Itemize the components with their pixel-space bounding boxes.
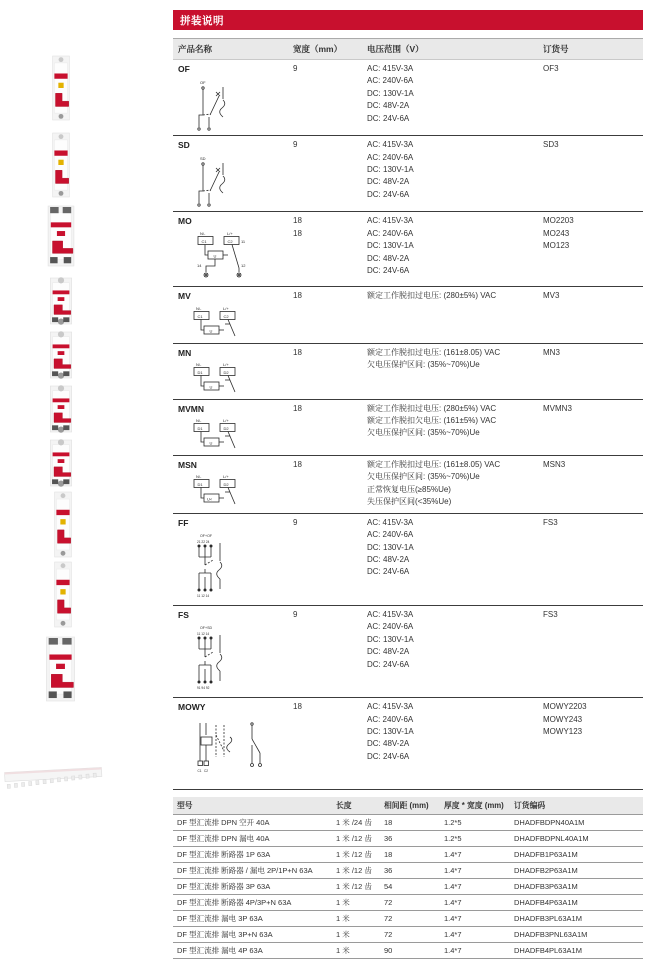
voltage-range-cell-line: 欠电压保护区间: (35%~70%)Ue: [367, 428, 480, 438]
order-number-cell-line: MOWY2203: [543, 702, 587, 712]
voltage-range-cell-line: DC: 130V-1A: [367, 164, 414, 174]
table-row: [173, 895, 643, 911]
width-cell: [288, 698, 362, 790]
svg-text:D2: D2: [223, 482, 229, 488]
product-photo-mvmn: [47, 385, 75, 433]
svg-text:OF+OF: OF+OF: [200, 534, 213, 539]
table-row: [173, 831, 643, 847]
product-photo-sd: [50, 132, 72, 198]
svg-text:OF+SD: OF+SD: [200, 626, 213, 631]
table-row: [173, 212, 643, 287]
order-number-cell-line: MV3: [543, 291, 560, 301]
svg-text:L/+: L/+: [223, 474, 229, 480]
voltage-range-cell-line: 欠电压保护区间: (35%~70%)Ue: [367, 472, 480, 482]
order-number-cell-line: MOWY123: [543, 726, 583, 736]
voltage-range-cell-line: DC: 48V-2A: [367, 177, 410, 187]
width-cell-line: 18: [293, 459, 302, 469]
width-cell: [288, 513, 362, 605]
product-photo-mo: [44, 205, 78, 267]
model-cell: DF 型汇流排 断路器 4P/3P+N 63A: [173, 895, 332, 911]
product-name: MN: [178, 347, 192, 358]
voltage-range-cell-line: 失压保护区间(<35%Ue): [367, 497, 452, 507]
product-name-cell: [173, 399, 288, 455]
table-row: [173, 513, 643, 605]
voltage-range-cell-line: AC: 415V-3A: [367, 517, 414, 527]
svg-text:L/+: L/+: [223, 305, 229, 311]
voltage-range-cell-line: DC: 130V-1A: [367, 726, 414, 736]
width-cell: [288, 136, 362, 212]
table-row: [173, 455, 643, 513]
width-cell: [288, 60, 362, 136]
svg-text:C2: C2: [204, 769, 209, 774]
svg-text:C1: C1: [197, 313, 203, 319]
order-number-cell: [538, 60, 643, 136]
width-cell-line: 18: [293, 403, 302, 413]
model-cell: DF 型汇流排 漏电 3P+N 63A: [173, 927, 332, 943]
product-photo-ff: [52, 491, 74, 558]
product-name: SD: [178, 140, 190, 151]
model-cell: DF 型汇流排 漏电 3P 63A: [173, 911, 332, 927]
order-code-cell: DHADFB4PL63A1M: [510, 943, 643, 959]
product-name: MVMN: [178, 403, 204, 414]
thickness-width-cell: 1.4*7: [440, 927, 510, 943]
svg-text:L/+: L/+: [223, 417, 229, 423]
thickness-width-cell: 1.2*5: [440, 815, 510, 831]
busbar-table-header-row: [173, 797, 643, 815]
voltage-range-cell-line: DC: 130V-1A: [367, 241, 414, 251]
svg-text:D2: D2: [223, 425, 229, 431]
length-cell: 1 米 /12 齿: [332, 863, 380, 879]
svg-text:C1: C1: [201, 238, 207, 244]
product-name: MOWY: [178, 702, 206, 713]
pitch-cell: 18: [380, 847, 440, 863]
voltage-range-cell-line: AC: 240V-6A: [367, 714, 414, 724]
voltage-range-cell-line: AC: 240V-6A: [367, 76, 414, 86]
order-number-cell-line: MO123: [543, 241, 570, 251]
voltage-range-cell-line: DC: 48V-2A: [367, 739, 410, 749]
pitch-cell: 90: [380, 943, 440, 959]
circuit-diagram-coil: [190, 305, 288, 341]
product-name: MV: [178, 291, 191, 302]
voltage-range-cell-line: AC: 415V-3A: [367, 702, 414, 712]
length-cell: 1 米: [332, 895, 380, 911]
order-code-cell: DHADFB2P63A1M: [510, 863, 643, 879]
voltage-range-cell-line: 额定工作脱扣欠电压: (161±5%) VAC: [367, 416, 497, 426]
length-cell: 1 米 /12 齿: [332, 831, 380, 847]
table-row: [173, 815, 643, 831]
order-number-cell: [538, 136, 643, 212]
circuit-diagram-mowy: [190, 715, 288, 777]
voltage-range-cell: [362, 343, 538, 399]
order-number-cell: [538, 212, 643, 287]
column-header: 电压范围（V）: [362, 39, 538, 60]
voltage-range-cell-line: DC: 130V-1A: [367, 542, 414, 552]
section-title-bar: [173, 10, 643, 30]
width-cell: [288, 343, 362, 399]
voltage-range-cell-line: 正常恢复电压(≥85%Ue): [367, 484, 451, 494]
model-cell: DF 型汇流排 漏电 4P 63A: [173, 943, 332, 959]
voltage-range-cell: [362, 212, 538, 287]
product-name-cell: [173, 513, 288, 605]
order-number-cell-line: MN3: [543, 347, 560, 357]
voltage-range-cell: [362, 399, 538, 455]
order-code-cell: DHADFBDPNL40A1M: [510, 831, 643, 847]
order-number-cell-line: MOWY243: [543, 714, 583, 724]
product-photo-busbar: [3, 760, 106, 798]
model-cell: DF 型汇流排 断路器 1P 63A: [173, 847, 332, 863]
product-name-cell: [173, 343, 288, 399]
column-header: 宽度（mm）: [288, 39, 362, 60]
svg-text:11 12 14: 11 12 14: [197, 632, 210, 637]
column-header: 相间距 (mm): [380, 797, 440, 815]
table-row: [173, 698, 643, 790]
column-header: 订货号: [538, 39, 643, 60]
svg-text:L/+: L/+: [223, 361, 229, 367]
voltage-range-cell: [362, 513, 538, 605]
svg-text:D1: D1: [197, 425, 203, 431]
model-cell: DF 型汇流排 断路器 3P 63A: [173, 879, 332, 895]
length-cell: 1 米 /24 齿: [332, 815, 380, 831]
product-name-cell: [173, 212, 288, 287]
thickness-width-cell: 1.2*5: [440, 831, 510, 847]
voltage-range-cell-line: AC: 415V-3A: [367, 64, 414, 73]
product-name-cell: [173, 698, 288, 790]
svg-text:U<: U<: [207, 496, 213, 502]
voltage-range-cell-line: DC: 24V-6A: [367, 751, 410, 761]
order-number-cell-line: FS3: [543, 517, 558, 527]
voltage-range-cell-line: AC: 240V-6A: [367, 530, 414, 540]
assembly-spec-table: [173, 38, 643, 790]
table-row: [173, 343, 643, 399]
svg-text:N/-: N/-: [196, 474, 202, 480]
column-header: 长度: [332, 797, 380, 815]
product-name: FF: [178, 517, 189, 528]
order-number-cell-line: OF3: [543, 64, 559, 73]
width-cell-line: 18: [293, 347, 302, 357]
width-cell-line: 18: [293, 228, 302, 238]
length-cell: 1 米 /12 齿: [332, 847, 380, 863]
svg-text:L/+: L/+: [227, 230, 233, 236]
product-name: FS: [178, 610, 189, 621]
svg-text:C2: C2: [227, 238, 233, 244]
svg-text:D2: D2: [223, 369, 229, 375]
svg-text:N/-: N/-: [200, 230, 206, 236]
svg-text:21 22 24: 21 22 24: [197, 540, 210, 545]
pitch-cell: 72: [380, 927, 440, 943]
svg-text:C1: C1: [197, 769, 202, 774]
order-number-cell-line: MSN3: [543, 459, 566, 469]
product-name-cell: [173, 136, 288, 212]
table-row: [173, 943, 643, 959]
voltage-range-cell-line: 额定工作脱扣过电压: (280±5%) VAC: [367, 403, 497, 413]
svg-text:14: 14: [197, 262, 202, 268]
voltage-range-cell-line: AC: 240V-6A: [367, 152, 414, 162]
width-cell-line: 9: [293, 517, 298, 527]
product-photo-mv: [47, 277, 75, 325]
order-code-cell: DHADFB3PL63A1M: [510, 911, 643, 927]
circuit-diagram-coil: [190, 473, 288, 509]
length-cell: 1 米: [332, 911, 380, 927]
svg-text:U: U: [209, 328, 213, 334]
width-cell-line: 18: [293, 702, 302, 712]
voltage-range-cell: [362, 698, 538, 790]
svg-text:N/-: N/-: [196, 417, 202, 423]
width-cell: [288, 455, 362, 513]
order-code-cell: DHADFB1P63A1M: [510, 847, 643, 863]
order-number-cell-line: SD3: [543, 140, 559, 150]
voltage-range-cell-line: DC: 48V-2A: [367, 555, 410, 565]
voltage-range-cell: [362, 287, 538, 343]
width-cell-line: 18: [293, 216, 302, 226]
product-photo-of: [50, 55, 72, 121]
thickness-width-cell: 1.4*7: [440, 879, 510, 895]
voltage-range-cell-line: DC: 24V-6A: [367, 567, 410, 577]
product-name-cell: [173, 606, 288, 698]
length-cell: 1 米: [332, 927, 380, 943]
svg-text:U: U: [213, 253, 217, 259]
voltage-range-cell: [362, 136, 538, 212]
svg-text:SD: SD: [200, 156, 206, 162]
column-header: 订货编码: [510, 797, 643, 815]
width-cell: [288, 212, 362, 287]
voltage-range-cell: [362, 606, 538, 698]
voltage-range-cell-line: DC: 24V-6A: [367, 265, 410, 275]
thickness-width-cell: 1.4*7: [440, 863, 510, 879]
voltage-range-cell-line: AC: 415V-3A: [367, 216, 414, 226]
voltage-range-cell-line: 额定工作脱扣过电压: (280±5%) VAC: [367, 291, 497, 301]
pitch-cell: 72: [380, 911, 440, 927]
product-name: MSN: [178, 459, 197, 470]
circuit-diagram-contact3: [190, 623, 288, 695]
circuit-diagram-contact1: [190, 153, 288, 209]
width-cell-line: 9: [293, 610, 298, 620]
voltage-range-cell-line: DC: 24V-6A: [367, 659, 410, 669]
svg-text:91 94 92: 91 94 92: [197, 686, 210, 691]
width-cell-line: 9: [293, 140, 298, 150]
pitch-cell: 72: [380, 895, 440, 911]
svg-text:D1: D1: [197, 369, 203, 375]
voltage-range-cell: [362, 455, 538, 513]
product-photo-fs: [52, 561, 74, 628]
order-number-cell: [538, 343, 643, 399]
product-photo-mn: [47, 331, 75, 379]
voltage-range-cell-line: AC: 415V-3A: [367, 140, 414, 150]
table-row: [173, 606, 643, 698]
table-row: [173, 399, 643, 455]
product-name: OF: [178, 64, 190, 74]
circuit-diagram-contact1: [190, 77, 288, 133]
width-cell: [288, 606, 362, 698]
order-number-cell: [538, 698, 643, 790]
order-number-cell-line: MVMN3: [543, 403, 572, 413]
voltage-range-cell-line: DC: 130V-1A: [367, 88, 414, 98]
svg-text:OF: OF: [200, 80, 206, 86]
thickness-width-cell: 1.4*7: [440, 895, 510, 911]
spec-table-header-row: [173, 39, 643, 60]
voltage-range-cell-line: DC: 48V-2A: [367, 253, 410, 263]
section-title: 拼装说明: [180, 14, 224, 27]
voltage-range-cell-line: AC: 415V-3A: [367, 610, 414, 620]
product-name-cell: [173, 287, 288, 343]
table-row: [173, 60, 643, 136]
table-row: [173, 847, 643, 863]
voltage-range-cell-line: AC: 240V-6A: [367, 622, 414, 632]
order-number-cell-line: MO243: [543, 228, 570, 238]
length-cell: 1 米: [332, 943, 380, 959]
width-cell-line: 18: [293, 291, 302, 301]
svg-text:12: 12: [241, 262, 246, 268]
width-cell: [288, 399, 362, 455]
thickness-width-cell: 1.4*7: [440, 943, 510, 959]
table-row: [173, 879, 643, 895]
width-cell: [288, 287, 362, 343]
table-row: [173, 863, 643, 879]
length-cell: 1 米 /12 齿: [332, 879, 380, 895]
voltage-range-cell-line: 额定工作脱扣过电压: (161±8.05) VAC: [367, 459, 501, 469]
busbar-order-table: [173, 797, 643, 959]
column-header: 厚度 * 宽度 (mm): [440, 797, 510, 815]
circuit-diagram-coil: [190, 417, 288, 453]
pitch-cell: 36: [380, 831, 440, 847]
circuit-diagram-mo: [190, 230, 288, 282]
order-number-cell: [538, 455, 643, 513]
order-number-cell: [538, 513, 643, 605]
order-number-cell: [538, 606, 643, 698]
order-code-cell: DHADFB3PNL63A1M: [510, 927, 643, 943]
product-name-cell: [173, 60, 288, 136]
order-number-cell-line: FS3: [543, 610, 558, 620]
product-photo-mowy: [42, 636, 79, 702]
voltage-range-cell: [362, 60, 538, 136]
order-number-cell: [538, 287, 643, 343]
svg-text:D1: D1: [197, 482, 203, 488]
column-header: 产品名称: [173, 39, 288, 60]
circuit-diagram-coil: [190, 361, 288, 397]
voltage-range-cell-line: DC: 24V-6A: [367, 113, 410, 123]
order-code-cell: DHADFBDPN40A1M: [510, 815, 643, 831]
order-code-cell: DHADFB4P63A1M: [510, 895, 643, 911]
order-code-cell: DHADFB3P63A1M: [510, 879, 643, 895]
voltage-range-cell-line: 额定工作脱扣过电压: (161±8.05) VAC: [367, 347, 501, 357]
order-number-cell: [538, 399, 643, 455]
order-number-cell-line: MO2203: [543, 216, 574, 226]
svg-text:11 12 14: 11 12 14: [197, 594, 210, 599]
product-photo-msn: [47, 439, 75, 487]
main-content: [173, 10, 643, 959]
product-name-cell: [173, 455, 288, 513]
width-cell-line: 9: [293, 64, 298, 73]
voltage-range-cell-line: DC: 130V-1A: [367, 634, 414, 644]
pitch-cell: 36: [380, 863, 440, 879]
column-header: 型号: [173, 797, 332, 815]
product-name: MO: [178, 216, 192, 227]
voltage-range-cell-line: DC: 24V-6A: [367, 189, 410, 199]
circuit-diagram-contact3: [190, 531, 288, 603]
voltage-range-cell-line: DC: 48V-2A: [367, 647, 410, 657]
voltage-range-cell-line: 欠电压保护区间: (35%~70%)Ue: [367, 359, 480, 369]
table-row: [173, 287, 643, 343]
thickness-width-cell: 1.4*7: [440, 847, 510, 863]
thickness-width-cell: 1.4*7: [440, 911, 510, 927]
voltage-range-cell-line: DC: 48V-2A: [367, 101, 410, 111]
svg-text:U: U: [209, 384, 213, 390]
svg-text:C2: C2: [223, 313, 229, 319]
table-row: [173, 911, 643, 927]
svg-text:N/-: N/-: [196, 361, 202, 367]
model-cell: DF 型汇流排 DPN 空开 40A: [173, 815, 332, 831]
svg-text:U: U: [209, 440, 213, 446]
pitch-cell: 18: [380, 815, 440, 831]
voltage-range-cell-line: AC: 240V-6A: [367, 228, 414, 238]
svg-text:N/-: N/-: [196, 305, 202, 311]
table-row: [173, 927, 643, 943]
model-cell: DF 型汇流排 DPN 漏电 40A: [173, 831, 332, 847]
svg-text:11: 11: [241, 238, 246, 244]
table-row: [173, 136, 643, 212]
pitch-cell: 54: [380, 879, 440, 895]
model-cell: DF 型汇流排 断路器 / 漏电 2P/1P+N 63A: [173, 863, 332, 879]
